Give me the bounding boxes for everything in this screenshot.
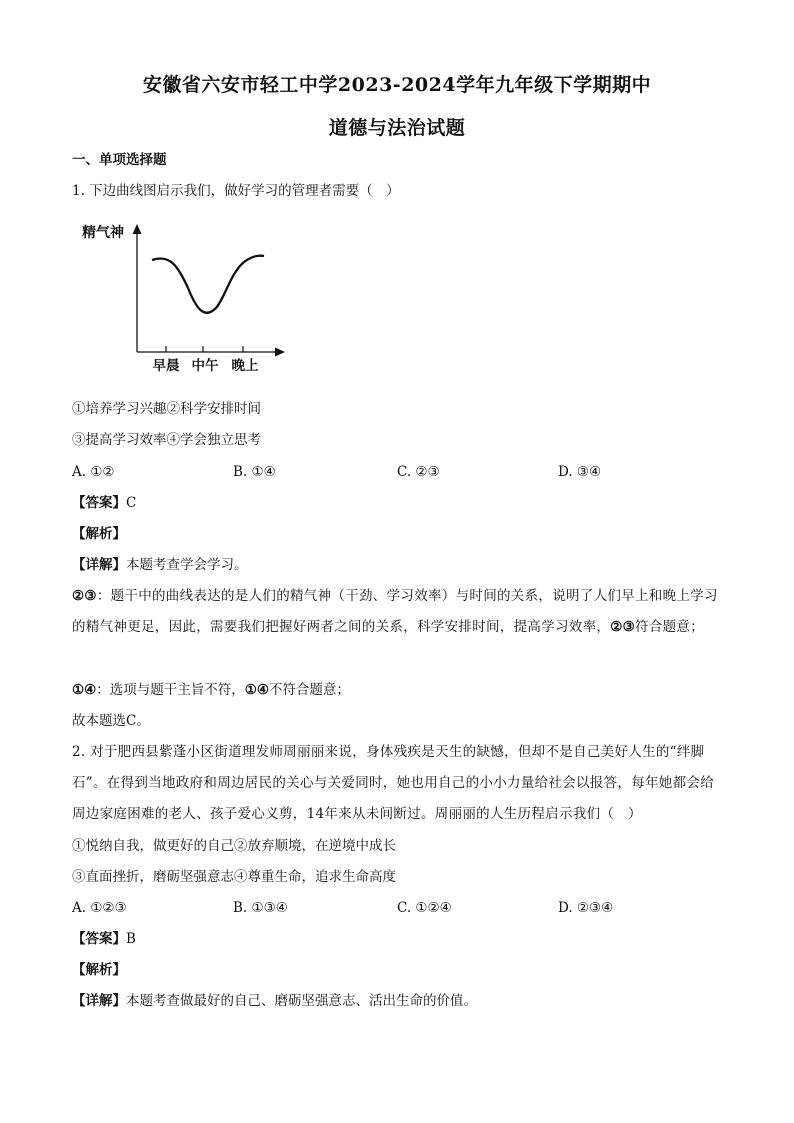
figure-tick-label-evening: 晚上	[231, 358, 259, 374]
q2-answer	[72, 929, 136, 949]
q1-conclusion: 故本题选C。	[72, 713, 150, 729]
q1-detail	[72, 555, 248, 575]
figure-curve	[152, 256, 264, 313]
q1-answer	[72, 493, 136, 513]
doc-title-line2: 道德与法治试题	[328, 117, 466, 139]
figure-x-arrow	[275, 348, 285, 357]
q1-explanation-2	[72, 680, 350, 700]
q1-analysis-tag: 【解析】	[72, 526, 126, 542]
answer-value: C	[126, 495, 137, 511]
figure-tick-label-noon: 中午	[191, 358, 219, 374]
q2-choice-line1: ①悦纳自我，做更好的自己②放弃顺境，在逆境中成长	[72, 838, 396, 854]
figure-y-arrow	[133, 224, 142, 234]
q2-choice-line2: ③直面挫折，磨砺坚强意志④尊重生命，追求生命高度	[72, 869, 396, 885]
q2-option-c[interactable]: C. ①②④	[397, 900, 452, 916]
exp1-text: ：题干中的曲线表达的是人们的精气神（干劲、学习效率）与时间的关系，说明了人们早上和晚上学习的精气神更足，因此，需要我们把握好两者之间的关系，科学安排时间，提高学习效率，	[72, 588, 718, 635]
answer-tag: 【答案】	[72, 495, 126, 511]
exp2-mark2: ①④	[244, 682, 269, 698]
q2-option-a[interactable]: A. ①②③	[72, 900, 127, 916]
q1-option-b[interactable]: B. ①④	[233, 464, 276, 480]
exp1-mark2: ②③	[610, 619, 636, 635]
exp1-mark: ②③	[72, 588, 97, 604]
q1-choice-line2: ③提高学习效率④学会独立思考	[72, 432, 261, 448]
figure-ylabel: 精气神	[82, 225, 124, 241]
answer-tag: 【答案】	[72, 931, 126, 947]
q1-option-d[interactable]: D. ③④	[558, 464, 602, 480]
q2-analysis-tag: 【解析】	[72, 962, 126, 978]
doc-title-line1: 安徽省六安市轻工中学2023-2024学年九年级下学期期中	[142, 74, 652, 96]
q1-explanation-1	[72, 581, 724, 643]
q1-stem: 1. 下边曲线图启示我们，做好学习的管理者需要（ ）	[72, 183, 400, 199]
q2-option-d[interactable]: D. ②③④	[558, 900, 614, 916]
q2-option-b[interactable]: B. ①③④	[233, 900, 288, 916]
detail-text: 本题考查学会学习。	[126, 557, 248, 573]
exp1-end: 符合题意；	[635, 619, 705, 635]
q1-option-a[interactable]: A. ①②	[72, 464, 115, 480]
detail-text: 本题考查做最好的自己、磨砺坚强意志、活出生命的价值。	[126, 993, 477, 1009]
detail-tag: 【详解】	[72, 557, 126, 573]
q1-choice-line1: ①培养学习兴趣②科学安排时间	[72, 401, 261, 417]
answer-value: B	[126, 931, 136, 947]
section-heading: 一、单项选择题	[72, 152, 167, 168]
q1-energy-curve-figure	[78, 216, 298, 378]
q1-option-c[interactable]: C. ②③	[397, 464, 440, 480]
exp2-mark: ①④	[72, 682, 97, 698]
figure-tick-label-morning: 早晨	[152, 358, 180, 374]
exp2-text: ：选项与题干主旨不符，	[96, 682, 245, 698]
q2-stem: 2. 对于肥西县紫蓬小区街道理发师周丽丽来说，身体残疾是天生的缺憾，但却不是自己美好人生的“绊脚石”。在得到当地政府和周边居民的关心与关爱同时，她也用自己的小小力量给社会以报答，每年她都会给周边家庭困难的老人、孩子爱心义剪，14年来从未间断过。周丽丽的人生历程启示我们（ ）	[72, 744, 714, 822]
q2-detail	[72, 991, 477, 1011]
detail-tag: 【详解】	[72, 993, 126, 1009]
exp2-end: 不符合题意；	[268, 682, 350, 698]
